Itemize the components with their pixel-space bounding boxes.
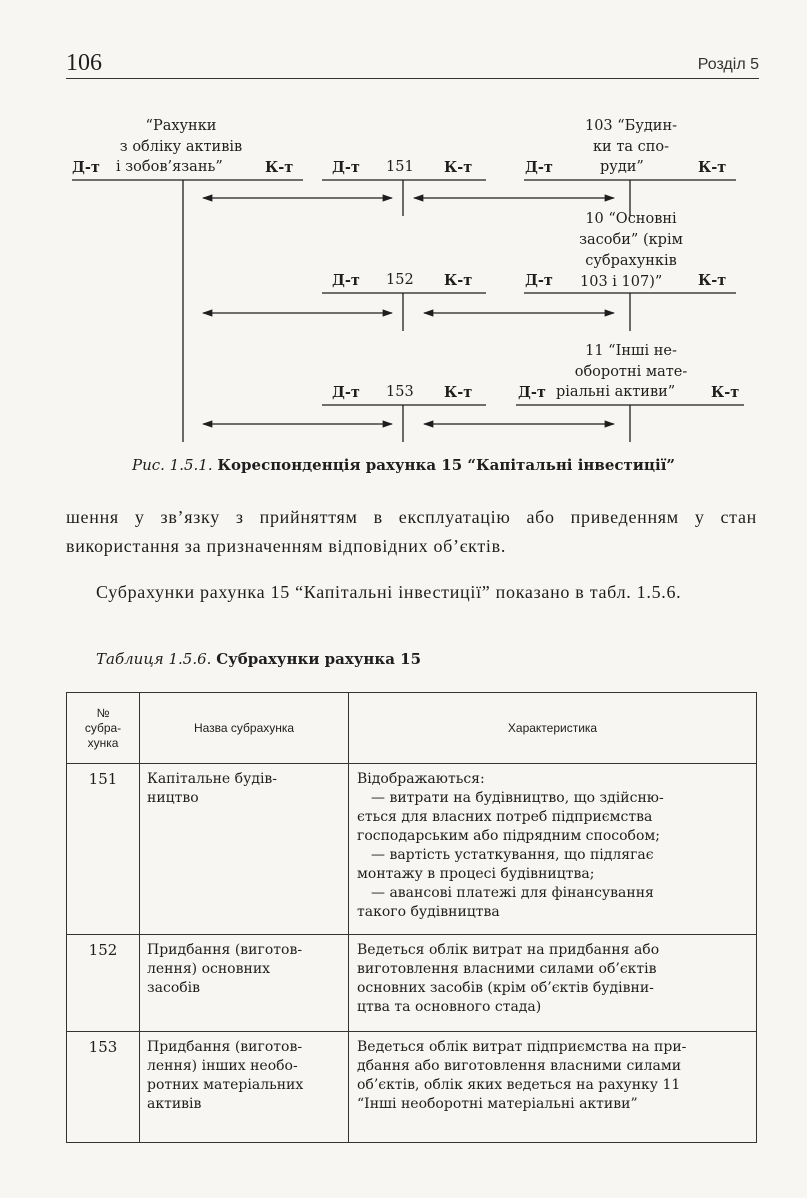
account-151-credit: К-т — [444, 159, 473, 176]
target-103-debit: Д-т — [525, 159, 553, 176]
subaccount-name: Придбання (виготов- лення) інших необо- ротних матеріальних активів — [140, 1032, 349, 1143]
target-11-line2: оборотні мате- — [574, 364, 688, 380]
subaccount-number: 153 — [67, 1032, 140, 1143]
table-title — [96, 650, 421, 668]
table-label: Таблиця 1.5.6. — [96, 650, 212, 668]
target-10-line4: 103 і 107)” — [580, 274, 663, 290]
subaccount-characteristic: Ведеться облік витрат підприємства на при- дбання або виготовлення власними силами об’єктів, облік яких ведеться на рахунку 11 “Інші необоротні матеріальні активи” — [349, 1032, 757, 1143]
left-account-title-line1: “Рахунки — [145, 118, 217, 134]
subaccount-characteristic: Відображаються: — витрати на будівництво, що здійсню- ється для власних потреб підприємства господарським або підрядним способом; — вартість устаткування, що підлягає монтажу в процесі будівництва; — авансові платежі для фінансування такого будівництва — [349, 764, 757, 935]
account-152-credit: К-т — [444, 272, 473, 289]
figure-caption — [0, 456, 807, 474]
account-153-debit: Д-т — [332, 384, 360, 401]
subaccount-number: 151 — [67, 764, 140, 935]
table-header-row — [67, 693, 757, 764]
target-103-line3: руди” — [600, 159, 644, 175]
target-11-credit: К-т — [711, 384, 740, 401]
account-153-code: 153 — [386, 384, 414, 400]
figure-caption-text: Кореспонденція рахунка 15 “Капітальні інвестиції” — [217, 456, 676, 474]
table-row — [67, 764, 757, 935]
subaccount-name: Капітальне будів- ництво — [140, 764, 349, 935]
subaccounts-table — [66, 692, 757, 1143]
account-151-debit: Д-т — [332, 159, 360, 176]
subaccount-name: Придбання (виготов- лення) основних засобів — [140, 935, 349, 1032]
body-paragraph-1: шення у зв’язку з прийняттям в експлуатацію або приведенням у стан використання за призначенням відповідних об’єктів. — [66, 507, 757, 556]
body-paragraph-2: Субрахунки рахунка 15 “Капітальні інвестиції” показано в табл. 1.5.6. — [96, 582, 682, 602]
header-characteristic: Характеристика — [349, 693, 757, 764]
target-11-debit: Д-т — [518, 384, 546, 401]
section-label: Розділ 5 — [697, 56, 759, 73]
subaccount-characteristic: Ведеться облік витрат на придбання або виготовлення власними силами об’єктів основних засобів (крім об’єктів будівни- цтва та основного стада) — [349, 935, 757, 1032]
target-10-line2: засоби” (крім — [579, 232, 683, 248]
account-152-debit: Д-т — [332, 272, 360, 289]
page-number: 106 — [66, 50, 102, 76]
target-11-line1: 11 “Інші не- — [585, 343, 677, 359]
header-subaccount-name: Назва субрахунка — [140, 693, 349, 764]
table-row — [67, 1032, 757, 1143]
table-name: Субрахунки рахунка 15 — [216, 650, 422, 668]
figure-caption-number: Рис. 1.5.1. — [131, 456, 213, 474]
target-10-credit: К-т — [698, 272, 727, 289]
table-row — [67, 935, 757, 1032]
left-account-title-line2: з обліку активів — [119, 139, 243, 155]
target-10-line3: субрахунків — [585, 253, 677, 269]
left-account-debit: Д-т — [72, 159, 100, 176]
correspondence-diagram — [0, 0, 807, 460]
target-10-line1: 10 “Основні — [585, 211, 677, 227]
target-103-line2: ки та спо- — [592, 139, 670, 155]
target-103-line1: 103 “Будин- — [584, 118, 678, 134]
target-10-debit: Д-т — [525, 272, 553, 289]
left-account-credit: К-т — [265, 159, 294, 176]
target-11-line3: ріальні активи” — [556, 384, 676, 400]
subaccount-number: 152 — [67, 935, 140, 1032]
header-subaccount-number: № субра- хунка — [67, 693, 140, 764]
left-account-title-line3: і зобов’язань” — [116, 159, 223, 175]
target-103-credit: К-т — [698, 159, 727, 176]
account-151-code: 151 — [386, 159, 414, 175]
account-153-credit: К-т — [444, 384, 473, 401]
account-152-code: 152 — [386, 272, 414, 288]
